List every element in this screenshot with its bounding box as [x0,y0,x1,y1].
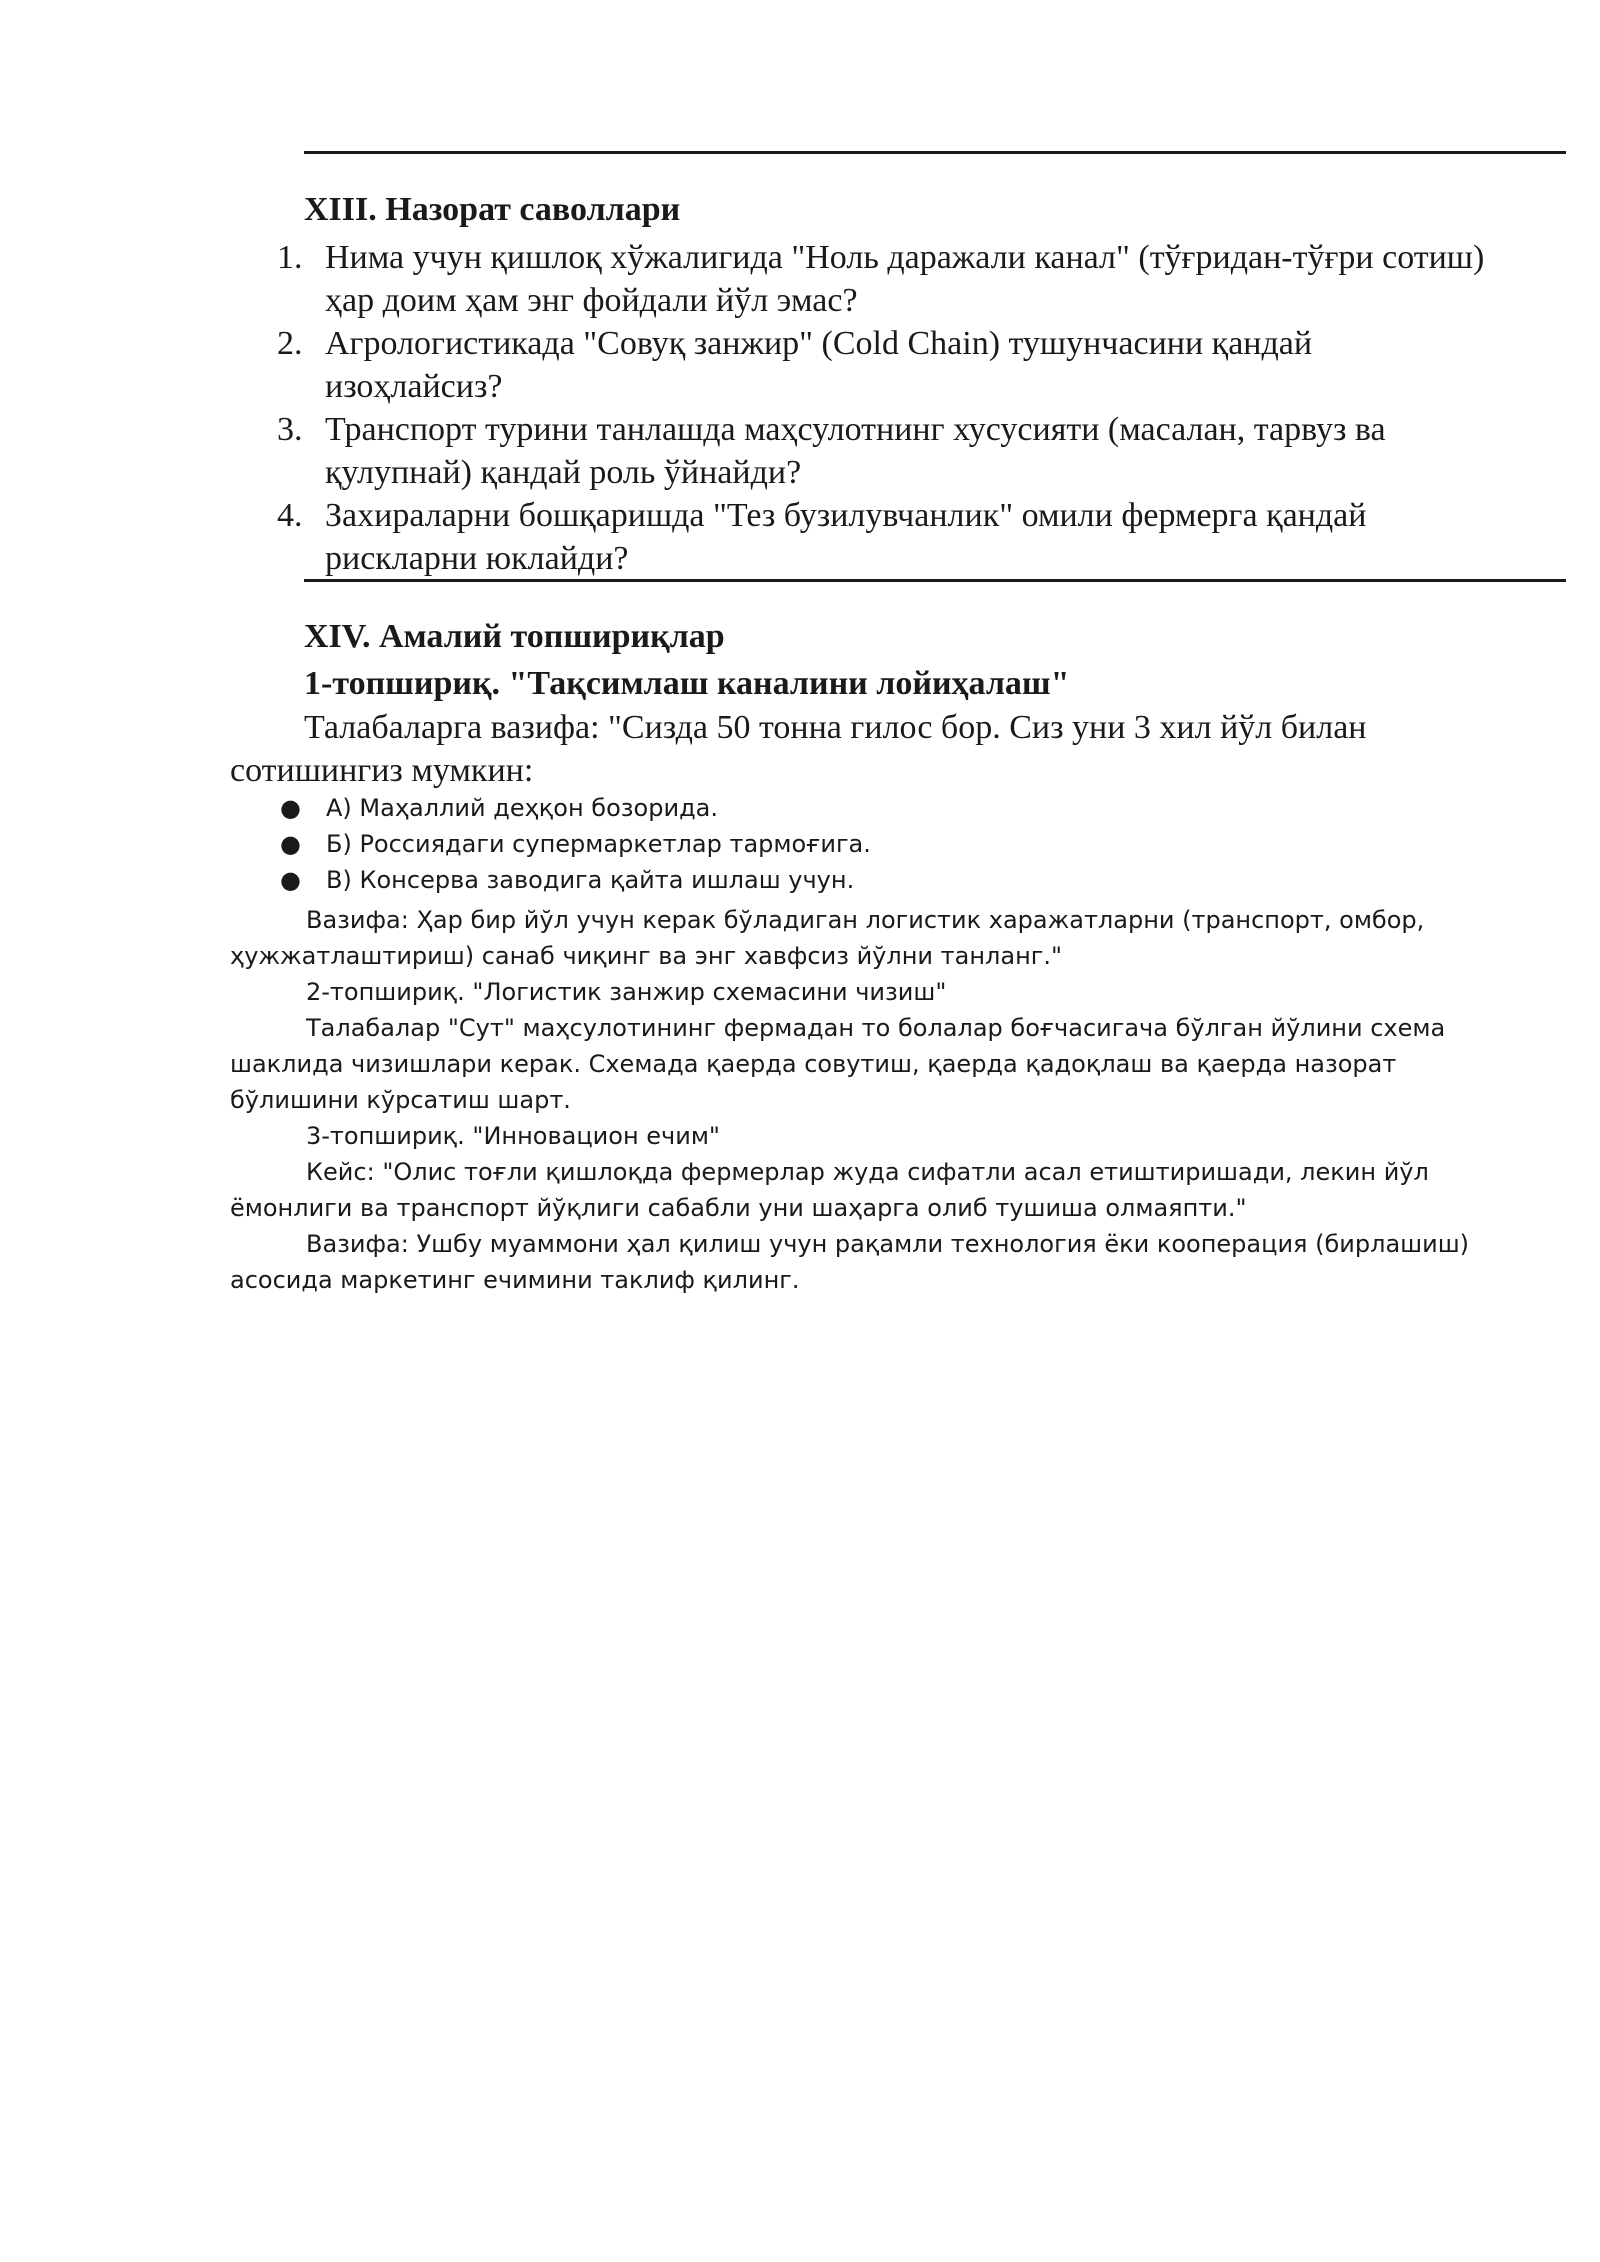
task-1-intro: Талабаларга вазифа: "Сизда 50 тонна гилос бор. Сиз уни 3 хил йўл билан сотишингиз мумкин: [230,709,1367,789]
question-text: Захираларни бошқаришда "Тез бузилувчанлик" омили фермерга қандай рискларни юклайди? [325,497,1367,577]
question-item [265,408,1495,494]
bullet-icon: ● [280,830,301,858]
question-text: Нима учун қишлоқ хўжалигида "Ноль даражали канал" (тўғридан-тўғри сотиш) ҳар доим ҳам энг фойдали йўл эмас? [325,239,1485,319]
question-item [265,322,1495,408]
task-1-title: 1-топшириқ. "Тақсимлаш каналини лойиҳалаш" [304,665,1070,702]
question-item [265,494,1495,580]
section-13-title: XIII. Назорат саволлари [304,191,681,228]
option-item [270,790,871,826]
question-number: 3. [277,411,303,448]
question-number: 4. [277,497,303,534]
question-number: 1. [277,239,303,276]
task-3-case: Кейс: "Олис тоғли қишлоқда фермерлар жуда сифатли асал етиштиришади, лекин йўл ёмонлиги ва транспорт йўқлиги сабабли уни шаҳарга олиб тушиша олмаяпти." [230,1158,1429,1222]
option-item [270,862,871,898]
task-3-title: 3-топшириқ. "Инновацион ечим" [306,1122,720,1150]
question-item [265,236,1495,322]
control-questions-list [265,236,1495,580]
bottom-divider [304,579,1566,582]
task-2-text: Талабалар "Сут" маҳсулотининг фермадан то болалар боғчасигача бўлган йўлини схема шаклида чизишлари керак. Схемада қаерда совутиш, қаерда қадоқлаш ва қаерда назорат бўлишини кўрсатиш шарт. [230,1014,1446,1114]
bullet-icon: ● [280,794,301,822]
question-number: 2. [277,325,303,362]
question-text: Агрологистикада "Совуқ занжир" (Cold Chain) тушунчасини қандай изоҳлайсиз? [325,325,1313,405]
option-text: В) Консерва заводига қайта ишлаш учун. [326,866,855,894]
option-text: А) Маҳаллий деҳқон бозорида. [326,794,718,822]
task-1-assignment: Вазифа: Ҳар бир йўл учун керак бўладиган логистик харажатларни (транспорт, омбор, ҳужжатлаштириш) санаб чиқинг ва энг хавфсиз йўлни танланг." [230,906,1425,970]
bullet-icon: ● [280,866,301,894]
task-3-assignment: Вазифа: Ушбу муаммони ҳал қилиш учун рақамли технология ёки кооперация (бирлашиш) асосида маркетинг ечимини таклиф қилинг. [230,1230,1470,1294]
question-text: Транспорт турини танлашда маҳсулотнинг хусусияти (масалан, тарвуз ва қулупнай) қандай роль ўйнайди? [325,411,1386,491]
task-2-title: 2-топшириқ. "Логистик занжир схемасини чизиш" [306,978,947,1006]
option-item [270,826,871,862]
section-14-title: XIV. Амалий топшириқлар [304,618,725,655]
option-text: Б) Россиядаги супермаркетлар тармоғига. [326,830,871,858]
top-divider [304,151,1566,154]
sales-options-list [270,790,871,898]
